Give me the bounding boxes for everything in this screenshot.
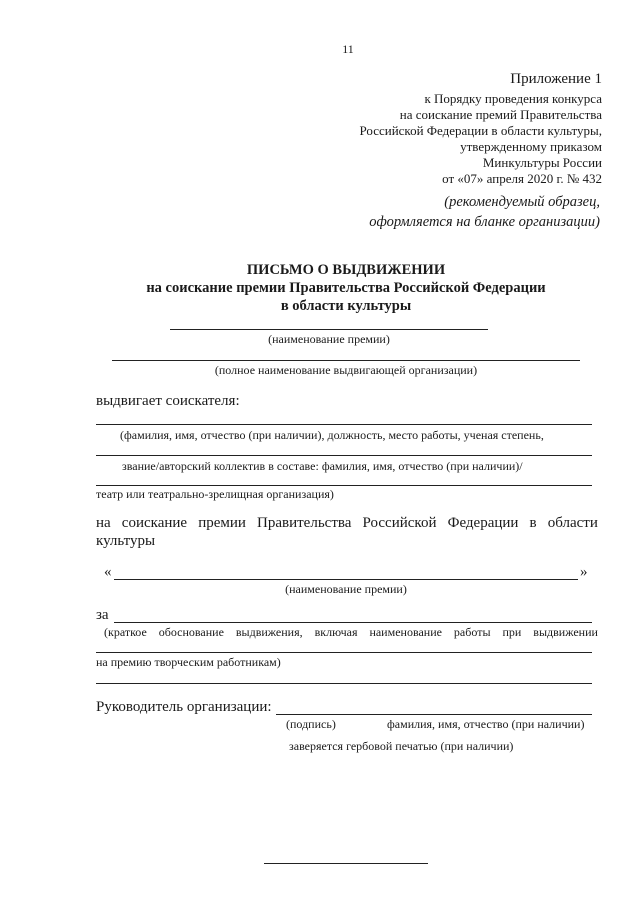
award-name-caption: (наименование премии) <box>268 332 390 346</box>
appendix-title: Приложение 1 <box>510 71 602 87</box>
appendix-line: на соискание премий Правительства <box>399 107 602 122</box>
candidate-caption-1: (фамилия, имя, отчество (при наличии), должность, место работы, ученая степень, <box>120 428 544 442</box>
for-award-word: области <box>547 515 598 531</box>
candidate-line-1 <box>96 424 592 425</box>
justification-word: работы <box>453 625 491 639</box>
head-label: Руководитель организации: <box>96 699 272 715</box>
appendix-line: к Порядку проведения конкурса <box>424 91 602 106</box>
for-award-text <box>96 515 598 532</box>
justification-word: (краткое <box>104 625 147 639</box>
quote-close: » <box>580 564 588 580</box>
justification-line-1 <box>114 622 592 623</box>
sample-note-line1: (рекомендуемый образец, <box>444 194 600 210</box>
candidate-line-2 <box>96 455 592 456</box>
document-subtitle-2: в области культуры <box>280 298 412 314</box>
justification-word: выдвижении <box>533 625 598 639</box>
za-label: за <box>96 607 109 623</box>
appendix-line: Минкультуры России <box>482 155 602 170</box>
for-award-word: Правительства <box>257 515 352 531</box>
quote-open: « <box>104 564 112 580</box>
candidate-line-3 <box>96 485 592 486</box>
page-number: 11 <box>342 42 354 56</box>
sample-note-line2: оформляется на бланке организации) <box>369 214 600 230</box>
signature-caption: (подпись) <box>286 717 336 731</box>
document-subtitle: на соискание премии Правительства Российской Федерации <box>146 280 546 296</box>
seal-note: заверяется гербовой печатью (при наличии) <box>289 739 514 753</box>
justification-caption <box>104 625 598 640</box>
for-award-word: в <box>529 515 537 531</box>
justification-line-3 <box>96 683 592 684</box>
nominates-label: выдвигает соискателя: <box>96 393 240 409</box>
document-title: ПИСЬМО О ВЫДВИЖЕНИИ <box>246 262 446 278</box>
for-award-text-line2: культуры <box>96 533 156 549</box>
award-name-caption-2: (наименование премии) <box>285 582 407 596</box>
for-award-word: премии <box>198 515 246 531</box>
candidate-caption-3: театр или театрально-зрелищная организация) <box>96 487 334 501</box>
org-name-caption: (полное наименование выдвигающей организации) <box>214 363 478 377</box>
appendix-line: утвержденному приказом <box>460 139 602 154</box>
justification-word: включая <box>314 625 358 639</box>
appendix-line: от «07» апреля 2020 г. № 432 <box>442 171 602 186</box>
signature-line <box>276 714 592 715</box>
justification-word: выдвижения, <box>235 625 303 639</box>
org-name-line <box>112 360 580 361</box>
appendix-line: Российской Федерации в области культуры, <box>359 123 602 138</box>
justification-word: наименование <box>369 625 442 639</box>
for-award-word: Федерации <box>447 515 519 531</box>
justification-line-2 <box>96 652 592 653</box>
bottom-separator <box>264 863 428 864</box>
justification-caption-line2: на премию творческим работникам) <box>96 655 281 669</box>
for-award-word: на <box>96 515 111 531</box>
justification-word: обоснование <box>158 625 224 639</box>
justification-word: при <box>502 625 522 639</box>
candidate-caption-2: звание/авторский коллектив в составе: фамилия, имя, отчество (при наличии)/ <box>122 459 523 473</box>
fio-caption: фамилия, имя, отчество (при наличии) <box>387 717 585 731</box>
award-name-line <box>170 329 488 330</box>
for-award-word: соискание <box>121 515 188 531</box>
award-name-line-2 <box>114 579 578 580</box>
for-award-word: Российской <box>362 515 437 531</box>
